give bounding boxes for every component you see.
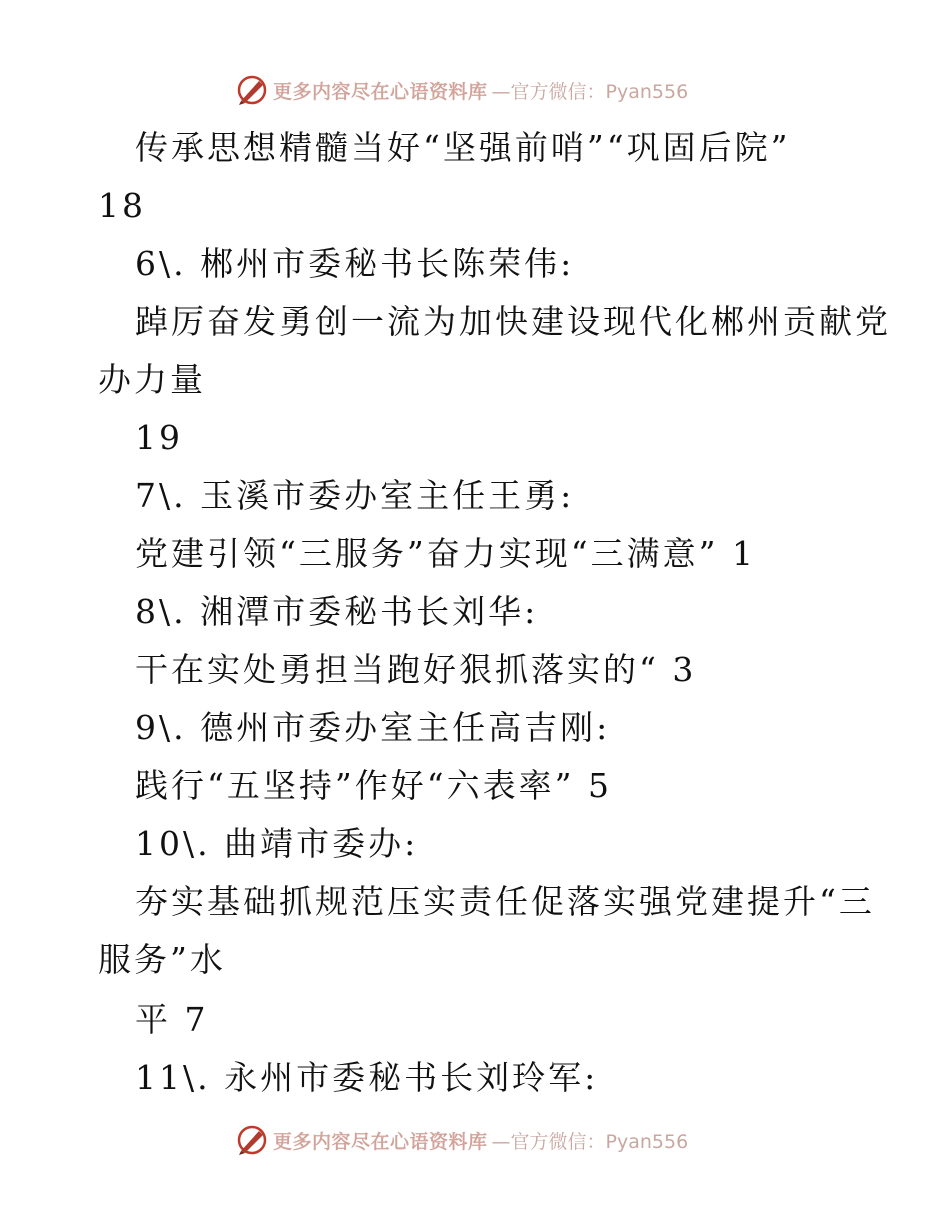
toc-page-number: 19 [135, 418, 183, 457]
watermark-brand-text: 更多内容尽在心语资料库 [273, 1130, 488, 1153]
toc-entry-title: 党建引领“三服务”奋力实现“三满意” 1 [135, 534, 756, 573]
toc-entry-title-continued: 服务”水 [98, 940, 226, 979]
toc-entry-heading: 10\. 曲靖市委办: [135, 824, 419, 863]
toc-entry-title: 干在实处勇担当跑好狠抓落实的“ 3 [135, 650, 697, 689]
toc-entry-heading: 6\. 郴州市委秘书长陈荣伟: [135, 244, 575, 283]
toc-entry-title: 传承思想精髓当好“坚强前哨”“巩固后院” [135, 128, 791, 167]
toc-page-number: 18 [98, 186, 146, 225]
toc-entry-title: 践行“五坚持”作好“六表率” 5 [135, 766, 612, 805]
toc-entry-heading: 11\. 永州市委秘书长刘玲军: [135, 1058, 599, 1097]
footer-watermark [235, 1122, 688, 1158]
toc-entry-heading: 8\. 湘潭市委秘书长刘华: [135, 592, 539, 631]
pen-logo-icon [235, 1123, 269, 1157]
watermark-contact-text: —官方微信：Pyan556 [491, 1130, 689, 1153]
toc-entry-title: 夯实基础抓规范压实责任促落实强党建提升“三 [135, 882, 875, 921]
toc-entry-title: 踔厉奋发勇创一流为加快建设现代化郴州贡献党 [135, 302, 891, 341]
toc-entry-title-continued: 办力量 [98, 360, 206, 399]
toc-entry-title-continued: 平 7 [135, 1000, 209, 1039]
toc-entry-heading: 9\. 德州市委办室主任高吉刚: [135, 708, 611, 747]
watermark-brand-text: 更多内容尽在心语资料库 [273, 80, 488, 103]
toc-entry-heading: 7\. 玉溪市委办室主任王勇: [135, 476, 575, 515]
watermark-contact-text: —官方微信：Pyan556 [491, 80, 689, 103]
